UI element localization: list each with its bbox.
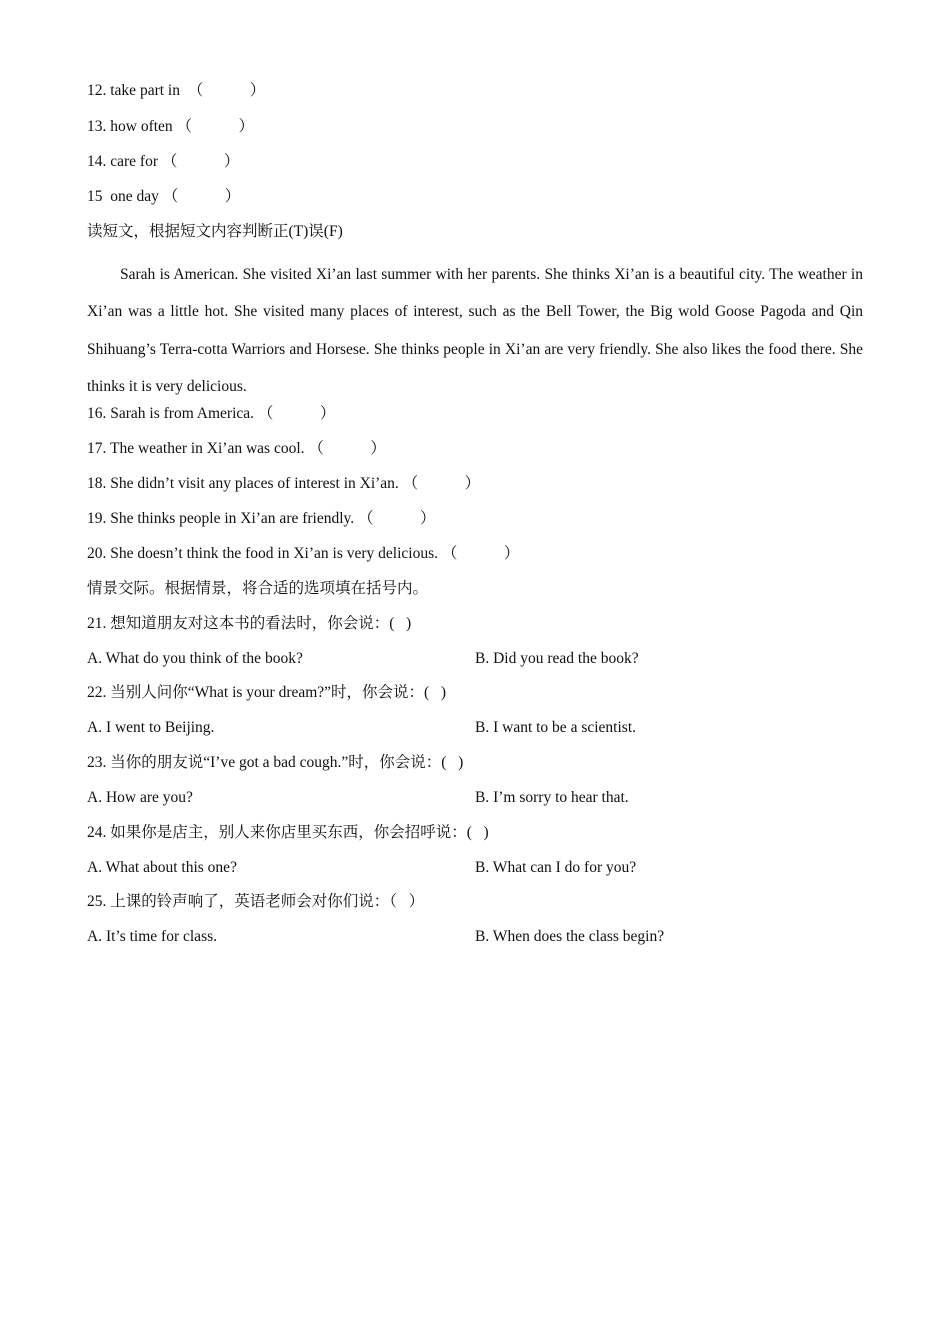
option-a: A. What do you think of the book? (87, 650, 303, 667)
tf-statement: 17. The weather in Xi’an was cool. （ ） (87, 440, 386, 457)
tf-statement: 19. She thinks people in Xi’an are friendly. （ ） (87, 510, 436, 527)
vocab-item: 15 one day （ ） (87, 188, 241, 205)
option-a: A. I went to Beijing. (87, 719, 215, 736)
vocab-item: 13. how often （ ） (87, 118, 255, 135)
question-prompt: 23. 当你的朋友说“I’ve got a bad cough.”时，你会说：( ) (87, 754, 464, 771)
option-a: A. It’s time for class. (87, 928, 218, 945)
option-b: B. When does the class begin? (475, 928, 665, 945)
option-b: B. I want to be a scientist. (475, 719, 636, 736)
option-a: A. How are you? (87, 789, 193, 806)
question-prompt: 25. 上课的铃声响了，英语老师会对你们说：（ ） (87, 893, 425, 910)
tf-statement: 18. She didn’t visit any places of interest in Xi’an. （ ） (87, 475, 481, 492)
option-b: B. Did you read the book? (475, 650, 639, 667)
vocab-item: 12. take part in （ ） (87, 82, 266, 99)
tf-statement: 16. Sarah is from America. （ ） (87, 405, 336, 422)
dialogue-instruction: 情景交际。根据情景，将合适的选项填在括号内。 (87, 580, 429, 597)
vocab-item: 14. care for （ ） (87, 153, 240, 170)
tf-statement: 20. She doesn’t think the food in Xi’an is very delicious. （ ） (87, 545, 520, 562)
reading-passage: Sarah is American. She visited Xi’an last summer with her parents. She thinks Xi’an is a beautiful city. The weather in Xi’an was a little hot. She visited many places of interest, such as the Bell Tower, the Big wold Goose Pagoda and Qin Shihuang’s Terra-cotta Warriors and Horsese. She thinks people in Xi’an are very friendly. She also likes the food there. She thinks it is very delicious. (87, 266, 863, 395)
option-a: A. What about this one? (87, 859, 237, 876)
question-prompt: 21. 想知道朋友对这本书的看法时，你会说：( ) (87, 615, 412, 632)
option-b: B. What can I do for you? (475, 859, 637, 876)
reading-instruction: 读短文，根据短文内容判断正(T)误(F) (87, 223, 343, 240)
option-b: B. I’m sorry to hear that. (475, 789, 629, 806)
question-prompt: 22. 当别人问你“What is your dream?”时，你会说：( ) (87, 684, 447, 701)
question-prompt: 24. 如果你是店主，别人来你店里买东西，你会招呼说：( ) (87, 824, 489, 841)
